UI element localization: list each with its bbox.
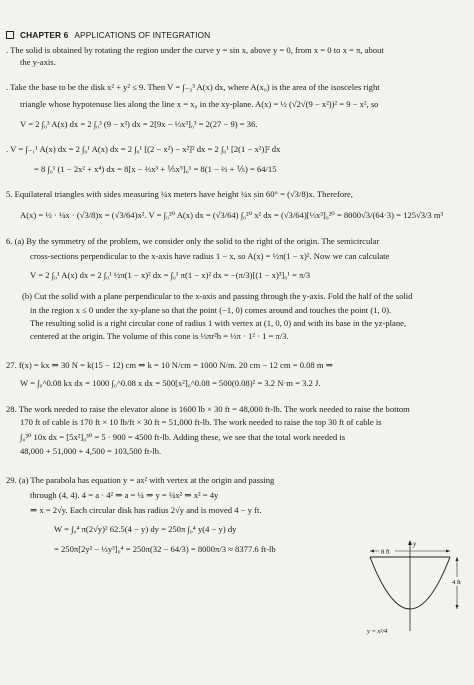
line-3: . Take the base to be the disk x² + y² ≤ 9. Then V = ∫₋₃³ A(x) dx, where A(x₀) is the area of the isosceles right (6, 82, 380, 92)
height-arrow-top (456, 557, 459, 561)
line-6: . V = ∫₋₁¹ A(x) dx = 2 ∫₀¹ A(x) dx = 2 ∫₀¹ [(2 − x²) − x²]² dx = 2 ∫₀¹ [2(1 − x²)]² dx (6, 144, 281, 154)
line-19: 28. The work needed to raise the elevator alone is 1600 lb × 30 ft = 48,000 ft-lb. The work needed to raise the bottom (6, 404, 410, 414)
line-25: ⇒ x = 2√y. Each circular disk has radius 2√y and is moved 4 − y ft. (30, 505, 262, 515)
y-axis-arrow (408, 540, 412, 545)
line-2: the y-axis. (20, 57, 56, 67)
parabola-tank-diagram (355, 537, 465, 637)
line-18: W = ∫₀^0.08 kx dx = 1000 ∫₀^0.08 x dx = 500[x²]₀^0.08 = 500(0.08)² = 3.2 N·m = 3.2 J. (20, 378, 321, 388)
line-8: 5. Equilateral triangles with sides measuring ¼x meters have height ¼x sin 60° = (√3/8)x. Therefore, (6, 189, 353, 199)
line-10: 6. (a) By the symmetry of the problem, we consider only the solid to the right of the origin. The semicircular (6, 236, 380, 246)
height-label: 4 ft (452, 579, 461, 586)
line-20: 170 ft of cable is 170 ft × 10 lb/ft × 30 ft = 51,000 ft-lb. The work needed to raise the top 30 ft of cable is (20, 417, 382, 427)
curve-equation-label: y = x²/4 (367, 628, 388, 635)
line-1: . The solid is obtained by rotating the region under the curve y = sin x, above y = 0, from x = 0 to x = π, about (6, 45, 384, 55)
line-7: = 8 ∫₀¹ (1 − 2x² + x⁴) dx = 8[x − ⅔x³ + ⅕x⁵]₀¹ = 8(1 − ⅔ + ⅕) = 64/15 (34, 164, 277, 174)
line-22: 48,000 + 51,000 + 4,500 = 103,500 ft-lb. (20, 446, 162, 456)
line-4: triangle whose hypotenuse lies along the line x = x₀ in the xy-plane. A(x) = ½ (√2√(9 − x²))² = 9 − x², so (20, 99, 379, 109)
chapter-label: CHAPTER 6 (20, 30, 69, 40)
line-9: A(x) = ½ · ¼x · (√3/8)x = (√3/64)x². V = ∫₀²⁰ A(x) dx = (√3/64) ∫₀²⁰ x² dx = (√3/64)[⅓x³]₀²⁰ = 8000√3/(64·3) = 125√3/3 m³ (20, 210, 444, 220)
width-label: 8 ft (381, 548, 390, 556)
line-17: 27. f(x) = kx ⇒ 30 N = k(15 − 12) cm ⇒ k = 10 N/cm = 1000 N/m. 20 cm − 12 cm = 0.08 m ⇒ (6, 360, 333, 370)
line-24: through (4, 4). 4 = a · 4² ⇒ a = ¼ ⇒ y = ¼x² ⇒ x² = 4y (30, 490, 219, 500)
line-5: V = 2 ∫₀³ A(x) dx = 2 ∫₀³ (9 − x²) dx = 2[9x − ⅓x³]₀³ = 2(27 − 9) = 36. (20, 119, 258, 129)
line-16: centered at the origin. The volume of this cone is ⅓πr²h = ⅓π · 1² · 1 = π/3. (30, 331, 289, 341)
line-15: The resulting solid is a right circular cone of radius 1 with vertex at (1, 0, 0) and with its base in the yz-plane, (30, 318, 407, 328)
line-26: W = ∫₀⁴ π(2√y)² 62.5(4 − y) dy = 250π ∫₀⁴ y(4 − y) dy (54, 524, 237, 534)
width-arrow-right (446, 550, 450, 553)
line-11: cross-sections perpendicular to the x-axis have radius 1 − x, so A(x) = ½π(1 − x)². Now we can calculate (30, 251, 390, 261)
section-title: APPLICATIONS OF INTEGRATION (74, 30, 211, 40)
line-27: = 250π[2y² − ⅓y³]₀⁴ = 250π(32 − 64/3) = 8000π/3 ≈ 8377.6 ft-lb (54, 544, 276, 554)
line-23: 29. (a) The parabola has equation y = ax² with vertex at the origin and passing (6, 475, 275, 485)
line-12: V = 2 ∫₀¹ A(x) dx = 2 ∫₀¹ ½π(1 − x)² dx = ∫₀¹ π(1 − x)² dx = −(π/3)[(1 − x)³]₀¹ = π/3 (30, 270, 311, 280)
width-arrow-left (370, 550, 374, 553)
height-arrow-bottom (456, 605, 459, 609)
y-axis-label: y (413, 540, 417, 548)
header-square-icon (6, 31, 14, 39)
line-13: (b) Cut the solid with a plane perpendicular to the x-axis and passing through the y-axis. Fold the half of the solid (22, 291, 413, 301)
page-header (6, 30, 466, 40)
line-21: ∫₀³⁰ 10x dx = [5x²]₀³⁰ = 5 · 900 = 4500 ft-lb. Adding these, we see that the total work needed is (20, 432, 346, 442)
line-14: in the region x ≤ 0 under the xy-plane so that the point (−1, 0) comes around and touches the point (1, 0). (30, 305, 392, 315)
